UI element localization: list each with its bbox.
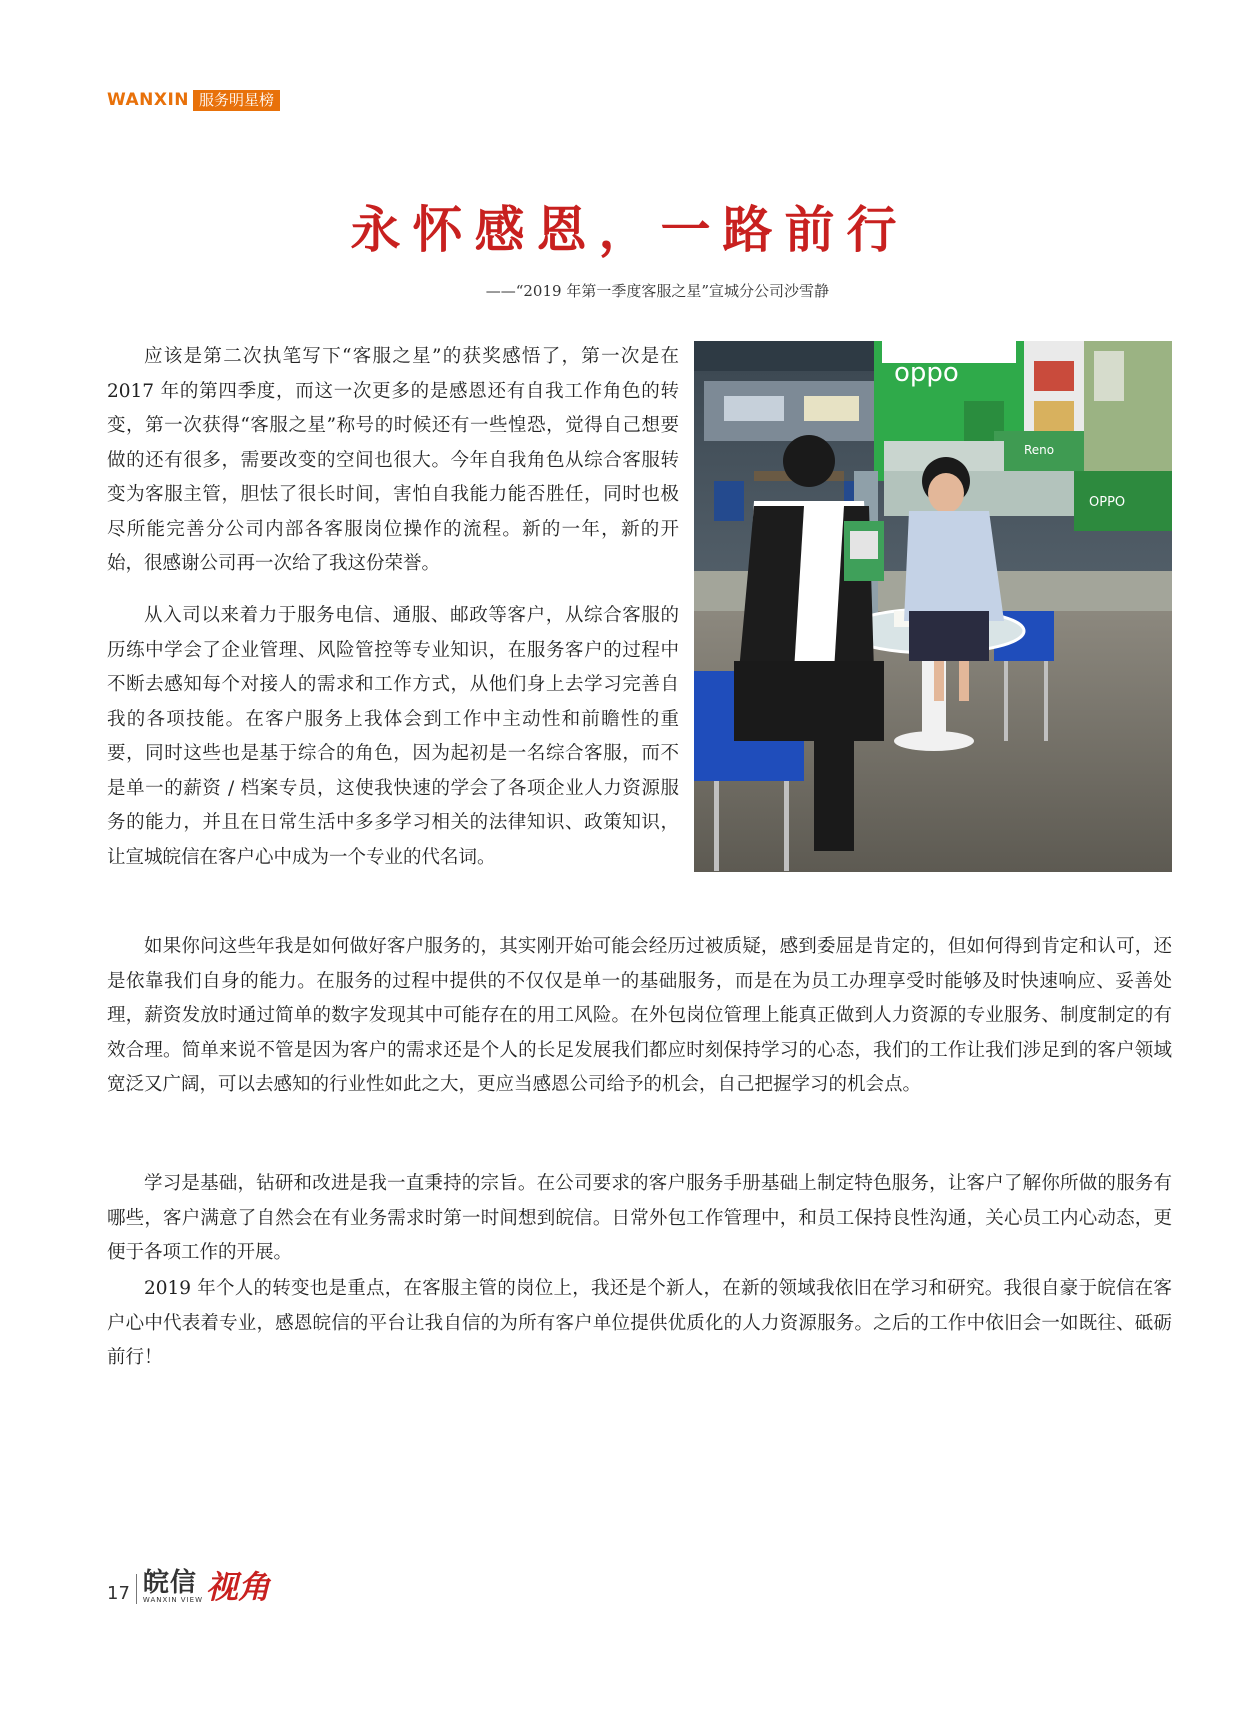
section-header: [107, 89, 280, 111]
paragraph-4: 学习是基础，钻研和改进是我一直秉持的宗旨。在公司要求的客户服务手册基础上制定特色服务，让客户了解你所做的服务有哪些，客户满意了自然会在有业务需求时第一时间想到皖信。日常外包工作管理中，和员工保持良性沟通，关心员工内心动态，更便于各项工作的开展。: [107, 1173, 1172, 1263]
article-subtitle: ——“2019 年第一季度客服之星”宣城分公司沙雪静: [485, 282, 829, 300]
logo-en: WANXIN VIEW: [142, 1596, 203, 1604]
paragraph-2: 从入司以来着力于服务电信、通服、邮政等客户，从综合客服的历练中学会了企业管理、风险管控等专业知识，在服务客户的过程中不断去感知每个对接人的需求和工作方式，从他们身上去学习完善自我的各项技能。在客户服务上我体会到工作中主动性和前瞻性的重要，同时这些也是基于综合的角色，因为起初是一名综合客服，而不是单一的薪资 / 档案专员，这使我快速的学会了各项企业人力资源服务的能力，并且在日常生活中多多学习相关的法律知识、政策知识，让宣城皖信在客户心中成为一个专业的代名词。: [107, 605, 679, 868]
logo-cn: 皖信: [142, 1568, 197, 1598]
paragraph-3: 如果你问这些年我是如何做好客户服务的，其实刚开始可能会经历过被质疑，感到委屈是肯定的，但如何得到肯定和认可，还是依靠我们自身的能力。在服务的过程中提供的不仅仅是单一的基础服务，而是在为员工办理享受时能够及时快速响应、妥善处理，薪资发放时通过简单的数字发现其中可能存在的用工风险。在外包岗位管理上能真正做到人力资源的专业服务、制度制定的有效合理。简单来说不管是因为客户的需求还是个人的长足发展我们都应时刻保持学习的心态，我们的工作让我们涉足到的客户领域宽泛又广阔，可以去感知的行业性如此之大，更应当感恩公司给予的机会，自己把握学习的机会点。: [107, 936, 1172, 1095]
page-number: 17: [107, 1583, 130, 1604]
logo-red: 视角: [206, 1568, 271, 1606]
photo-counter-sign: OPPO: [1089, 495, 1126, 510]
paragraph-1: 应该是第二次执笔写下“客服之星”的获奖感悟了，第一次是在 2017 年的第四季度，而这一次更多的是感恩还有自我工作角色的转变，第一次获得“客服之星”称号的时候还有一些惶恐，觉得自己想要做的还有很多，需要改变的空间也很大。今年自我角色从综合客服转变为客服主管，胆怯了很长时间，害怕自我能力能否胜任，同时也极尽所能完善分公司内部各客服岗位操作的流程。新的一年，新的开始，很感谢公司再一次给了我这份荣誉。: [107, 346, 679, 574]
footer-divider: [136, 1574, 137, 1604]
magazine-logo: [143, 1570, 203, 1604]
paragraph-5: 2019 年个人的转变也是重点，在客服主管的岗位上，我还是个新人，在新的领域我依旧在学习和研究。我很自豪于皖信在客户心中代表着专业，感恩皖信的平台让我自信的为所有客户单位提供优质化的人力资源服务。之后的工作中依旧会一如既往、砥砺前行！: [107, 1278, 1172, 1368]
photo-oppo-sign: oppo: [894, 358, 959, 388]
article-photo: [694, 341, 1172, 872]
photo-reno-sign: Reno: [1024, 443, 1055, 457]
page-footer: [107, 1570, 270, 1604]
article-title: 永怀感恩，一路前行: [350, 200, 909, 259]
section-badge: 服务明星榜: [193, 90, 280, 111]
brand-label: WANXIN: [107, 90, 190, 110]
